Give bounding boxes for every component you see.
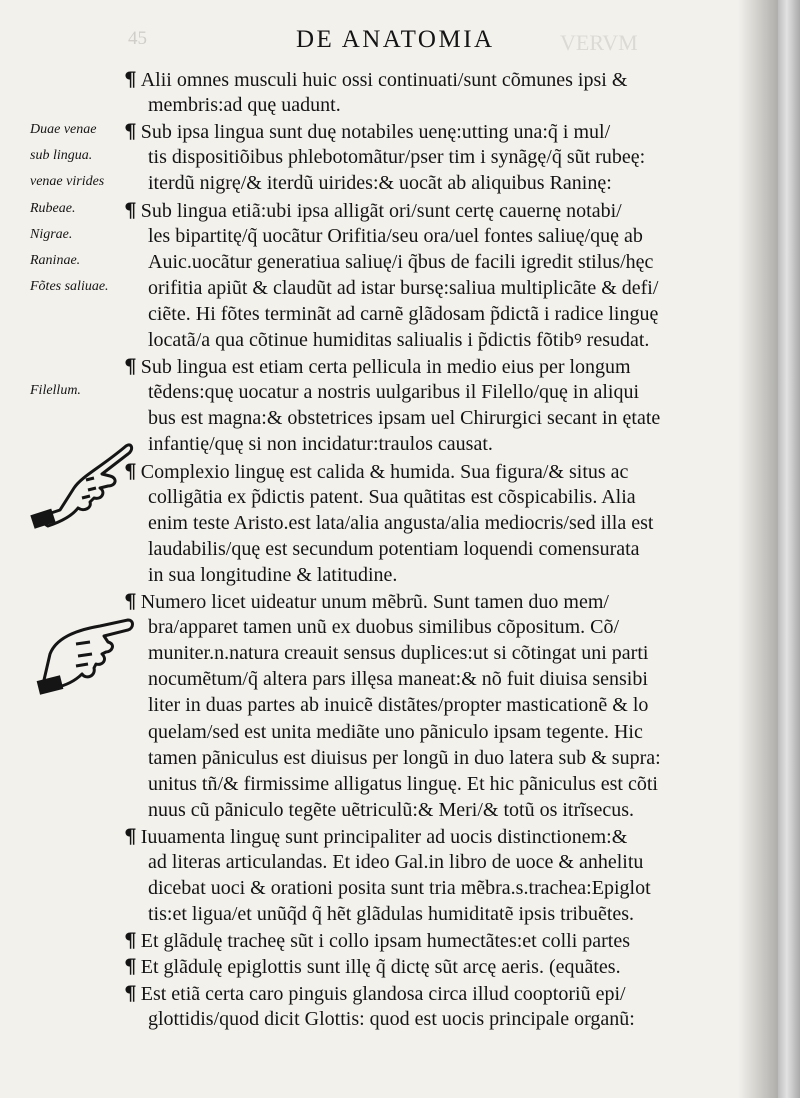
text-line <box>148 1006 768 1032</box>
pilcrow-icon: ¶ <box>124 354 137 379</box>
text-line <box>148 327 768 353</box>
pilcrow-icon: ¶ <box>124 928 137 953</box>
line-text: Sub lingua est etiam certa pellicula in medio eius per longum <box>140 356 631 379</box>
page-edge-shadow <box>778 0 800 1098</box>
text-line <box>148 797 768 823</box>
margin-note: sub lingua. <box>30 148 93 164</box>
margin-note: Rubeae. <box>30 200 76 216</box>
text-line <box>148 223 768 249</box>
line-text: Et glãdulę epiglottis sunt illę q̃ dictę sũt arcę aeris. (equãtes. <box>140 956 621 979</box>
text-line <box>148 614 768 640</box>
line-text: iterdũ nigrę/& iterdũ uirides:& uocãt ab aliquibus Raninę: <box>148 172 612 195</box>
line-text: Et glãdulę tracheę sũt i collo ipsam humectãtes:et colli partes <box>140 930 631 953</box>
text-line <box>148 640 768 666</box>
manicule-pointing-hand-icon <box>30 432 136 530</box>
line-text: les bipartitę/q̃ uocãtur Orifitia/seu ora/uel fontes saliuę/quę ab <box>148 224 643 247</box>
bleed-through-text: VERVM <box>560 30 638 55</box>
line-text: unitus tñ/& firmissime alligatus linguę. Et hic pãniculus est cõti <box>148 772 658 795</box>
pilcrow-icon: ¶ <box>124 589 137 613</box>
text-line <box>124 66 744 93</box>
line-text: Sub ipsa lingua sunt duę notabiles uenę:utting una:q̃ i mul/ <box>140 121 611 144</box>
line-text: Auic.uocãtur generatiua saliuę/i q̃bus de facili igredit stilus/hęc <box>148 250 654 273</box>
line-text: glottidis/quod dicit Glottis: quod est uocis principale organũ: <box>148 1007 635 1030</box>
line-text: Sub lingua etiã:ubi ipsa alligãt ori/sunt certę cauernę notabi/ <box>140 199 622 222</box>
text-line <box>124 118 744 145</box>
text-line <box>148 745 768 771</box>
text-line <box>148 170 768 196</box>
text-line <box>148 379 768 405</box>
text-line <box>148 901 768 927</box>
pilcrow-icon: ¶ <box>124 980 137 1005</box>
line-text: membris:ad quę uadunt. <box>148 94 341 117</box>
text-line <box>124 823 744 850</box>
pilcrow-icon: ¶ <box>124 954 137 979</box>
manicule-pointing-hand-icon <box>30 614 136 700</box>
line-text: nocumẽtum/q̃ altera pars illęsa maneat:& nõ fuit diuisa sensibi <box>148 668 648 691</box>
text-line <box>124 353 744 380</box>
text-line <box>148 719 768 745</box>
text-line <box>148 484 768 510</box>
line-text: orifitia apiũt & claudũt ad istar bursę:saliua multiplicãte & defi/ <box>148 276 659 299</box>
line-text: bra/apparet tamen unũ ex duobus similibus cõpositum. Cõ/ <box>148 616 620 639</box>
text-line <box>124 980 744 1007</box>
text-line <box>124 458 744 485</box>
text-line <box>148 510 768 536</box>
text-line <box>148 249 768 275</box>
pilcrow-icon: ¶ <box>124 458 137 483</box>
text-line <box>148 562 768 588</box>
line-text: Iuuamenta linguę sunt principaliter ad uocis distinctionem:& <box>140 825 628 848</box>
page-number-bleed: 45 <box>128 28 147 49</box>
text-line <box>148 431 768 457</box>
text-line <box>148 692 768 718</box>
line-text: tamen pãniculus est diuisus per longũ in duo latera sub & supra: <box>148 746 661 769</box>
margin-note: Duae venae <box>30 122 97 138</box>
text-line <box>124 197 744 224</box>
text-line <box>148 144 768 170</box>
pilcrow-icon: ¶ <box>124 119 137 144</box>
text-line <box>148 301 768 327</box>
pilcrow-icon: ¶ <box>124 823 137 848</box>
line-text: Numero licet uideatur unum mẽbrũ. Sunt tamen duo mem/ <box>140 591 609 613</box>
running-header: DE ANATOMIA <box>296 26 495 53</box>
line-text: dicebat uoci & orationi posita sunt tria mẽbra.s.trachea:Epiglot <box>148 877 651 900</box>
line-text: laudabilis/quę est secundum potentiam loquendi comensurata <box>148 537 640 560</box>
text-line <box>148 875 768 901</box>
margin-note: Nigrae. <box>30 226 73 242</box>
line-text: muniter.n.natura creauit sensus duplices:ut si cõtingat uni parti <box>148 642 649 665</box>
margin-note: Fõtes saliuae. <box>30 278 109 294</box>
line-text: locatã/a qua cõtinue humiditas saliualis i p̃dictis fõtibꝰ resudat. <box>148 329 650 351</box>
line-text: Complexio linguę est calida & humida. Sua figura/& situs ac <box>140 460 629 483</box>
line-text: ciẽte. Hi fõtes terminãt ad carnẽ glãdosam p̃dictã i radice linguę <box>148 302 659 325</box>
line-text: tẽdens:quę uocatur a nostris uulgaribus il Filello/quę in aliqui <box>148 381 640 404</box>
text-line <box>124 927 744 954</box>
pilcrow-icon: ¶ <box>124 67 137 91</box>
margin-note: Raninae. <box>30 252 81 268</box>
line-text: ad literas articulandas. Et ideo Gal.in libro de uoce & anhelitu <box>148 851 644 873</box>
line-text: nuus cũ pãniculo tegẽte uẽtriculũ:& Meri/& totũ os itrĩsecus. <box>148 798 635 821</box>
line-text: bus est magna:& obstetrices ipsam uel Chirurgici secant in ętate <box>148 407 661 430</box>
text-line <box>148 275 768 301</box>
text-line <box>148 536 768 562</box>
line-text: enim teste Aristo.est lata/alia angusta/alia mediocris/sed illa est <box>148 511 654 534</box>
pilcrow-icon: ¶ <box>124 197 137 222</box>
line-text: tis dispositiõibus phlebotomãtur/pser tim i synãgę/q̃ sũt rubeę: <box>148 146 646 169</box>
text-line <box>148 771 768 797</box>
text-line <box>124 588 744 615</box>
line-text: liter in duas partes ab inuicẽ distãtes/propter masticationẽ & lo <box>148 694 649 717</box>
text-line <box>148 405 768 431</box>
text-line <box>148 849 768 875</box>
text-line <box>148 92 768 118</box>
line-text: tis:et ligua/et unũq̃d q̃ hẽt glãdulas humiditatẽ ipsis tribuẽtes. <box>148 903 635 926</box>
line-text: colligãtia ex p̃dictis patent. Sua quãtitas est cõspicabilis. Alia <box>148 485 636 508</box>
line-text: quelam/sed est unita mediãte uno pãniculo ipsam tegente. Hic <box>148 720 643 743</box>
line-text: Est etiã certa caro pinguis glandosa circa illud cooptoriũ epi/ <box>140 982 626 1005</box>
margin-note: Filellum. <box>30 383 81 399</box>
text-line <box>148 666 768 692</box>
line-text: infantię/quę si non incidatur:traulos causat. <box>148 433 493 456</box>
line-text: Alii omnes musculi huic ossi continuati/sunt cõmunes ipsi & <box>140 69 628 91</box>
margin-note: venae virides <box>30 174 105 190</box>
text-line <box>124 953 744 980</box>
line-text: in sua longitudine & latitudine. <box>148 563 398 586</box>
